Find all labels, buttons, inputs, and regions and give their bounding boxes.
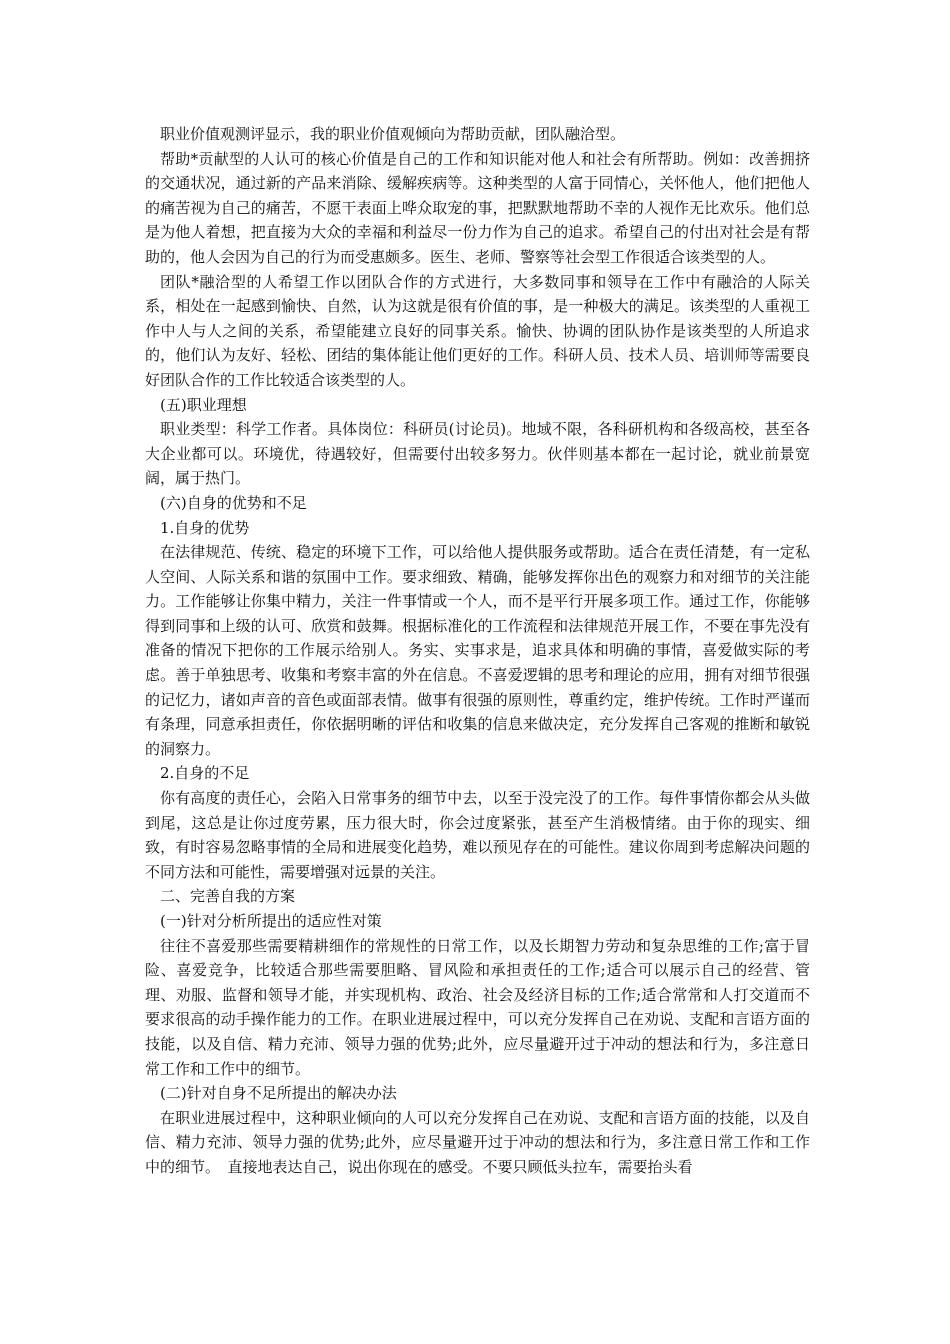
heading-weaknesses: 2.自身的不足 [160,764,250,783]
heading-strengths-weaknesses: (六)自身的优势和不足 [160,493,307,512]
paragraph-strengths: 在法律规范、传统、稳定的环境下工作，可以给他人提供服务或帮助。适合在责任清楚，有一定私人空间、人际关系和谐的氛围中工作。要求细致、精确，能够发挥你出色的观察力和对细节的关注能力。工作能够让你集中精力，关注一件事情或一个人，而不是平行开展多项工作。通过工作，你能够得到同事和上级的认可、欣赏和鼓舞。根据标准化的工作流程和法律规范开展工作，不要在事先没有准备的情况下把你的工作展示给别人。务实、实事求是，追求具体和明确的事情，喜爱做实际的考虑。善于单独思考、收集和考察丰富的外在信息。不喜爱逻辑的思考和理论的应用，拥有对细节很强的记忆力，诸如声音的音色或面部表情。做事有很强的原则性，尊重约定，维护传统。工作时严谨而有条理，同意承担责任，你依据明晰的评估和收集的信息来做决定，充分发挥自己客观的推断和敏锐的洞察力。 [145,543,810,758]
paragraph-solutions: 在职业进展过程中，这种职业倾向的人可以充分发挥自己在劝说、支配和言语方面的技能，以及自信、精力充沛、领导力强的优势;此外，应尽量避开过于冲动的想法和行为，多注意日常工作和工作中的细节。 直接地表达自己，说出你现在的感受。不要只顾低头拉车，需要抬头看 [145,1108,810,1176]
document-body [145,122,810,1180]
paragraph-adaptive-strategy: 往往不喜爱那些需要精耕细作的常规性的日常工作，以及长期智力劳动和复杂思维的工作;富于冒险、喜爱竞争，比较适合那些需要胆略、冒风险和承担责任的工作;适合可以展示自己的经营、管理、劝服、监督和领导才能，并实现机构、政治、社会及经济目标的工作;适合常常和人打交道而不要求很高的动手操作能力的工作。在职业进展过程中，可以充分发挥自己在劝说、支配和言语方面的技能，以及自信、精力充沛、领导力强的优势;此外，应尽量避开过于冲动的想法和行为，多注意日常工作和工作中的细节。 [145,936,810,1078]
heading-solutions: (二)针对自身不足所提出的解决办法 [160,1084,397,1103]
heading-strengths: 1.自身的优势 [160,518,250,537]
paragraph-team-type: 团队*融洽型的人希望工作以团队合作的方式进行，大多数同事和领导在工作中有融洽的人际关系，相处在一起感到愉快、自然，认为这就是很有价值的事，是一种极大的满足。该类型的人重视工作中人与人之间的关系，希望能建立良好的同事关系。愉快、协调的团队协作是该类型的人所追求的，他们认为友好、轻松、团结的集体能让他们更好的工作。科研人员、技术人员、培训师等需要良好团队合作的工作比较适合该类型的人。 [145,272,810,389]
paragraph-weaknesses: 你有高度的责任心，会陷入日常事务的细节中去，以至于没完没了的工作。每件事情你都会从头做到尾，这总是让你过度劳累，压力很大时，你会过度紧张，甚至产生消极情绪。由于你的现实、细致，有时容易忽略事情的全局和进展变化趋势，难以预见存在的可能性。建议你周到考虑解决问题的不同方法和可能性，需要增强对远景的关注。 [145,789,810,881]
heading-self-improvement-plan: 二、完善自我的方案 [160,887,296,906]
paragraph-helping-type: 帮助*贡献型的人认可的核心价值是自己的工作和知识能对他人和社会有所帮助。例如：改善拥挤的交通状况，通过新的产品来消除、缓解疾病等。这种类型的人富于同情心，关怀他人，他们把他人的痛苦视为自己的痛苦，不愿干表面上哗众取宠的事，把默默地帮助不幸的人视作无比欢乐。他们总是为他人着想，把直接为大众的幸福和利益尽一份力作为自己的追求。希望自己的付出对社会是有帮助的，他人会因为自己的行为而受惠颇多。医生、老师、警察等社会型工作很适合该类型的人。 [145,149,810,266]
paragraph-value-result: 职业价值观测评显示，我的职业价值观倾向为帮助贡献，团队融洽型。 [160,125,626,143]
paragraph-career-ideal: 职业类型：科学工作者。具体岗位：科研员(讨论员)。地域不限，各科研机构和各级高校，甚至各大企业都可以。环境优，待遇较好，但需要付出较多努力。伙伴则基本都在一起讨论，就业前景宽阔，属于热门。 [145,420,810,488]
heading-adaptive-strategy: (一)针对分析所提出的适应性对策 [160,912,382,930]
heading-career-ideal: (五)职业理想 [160,395,247,414]
